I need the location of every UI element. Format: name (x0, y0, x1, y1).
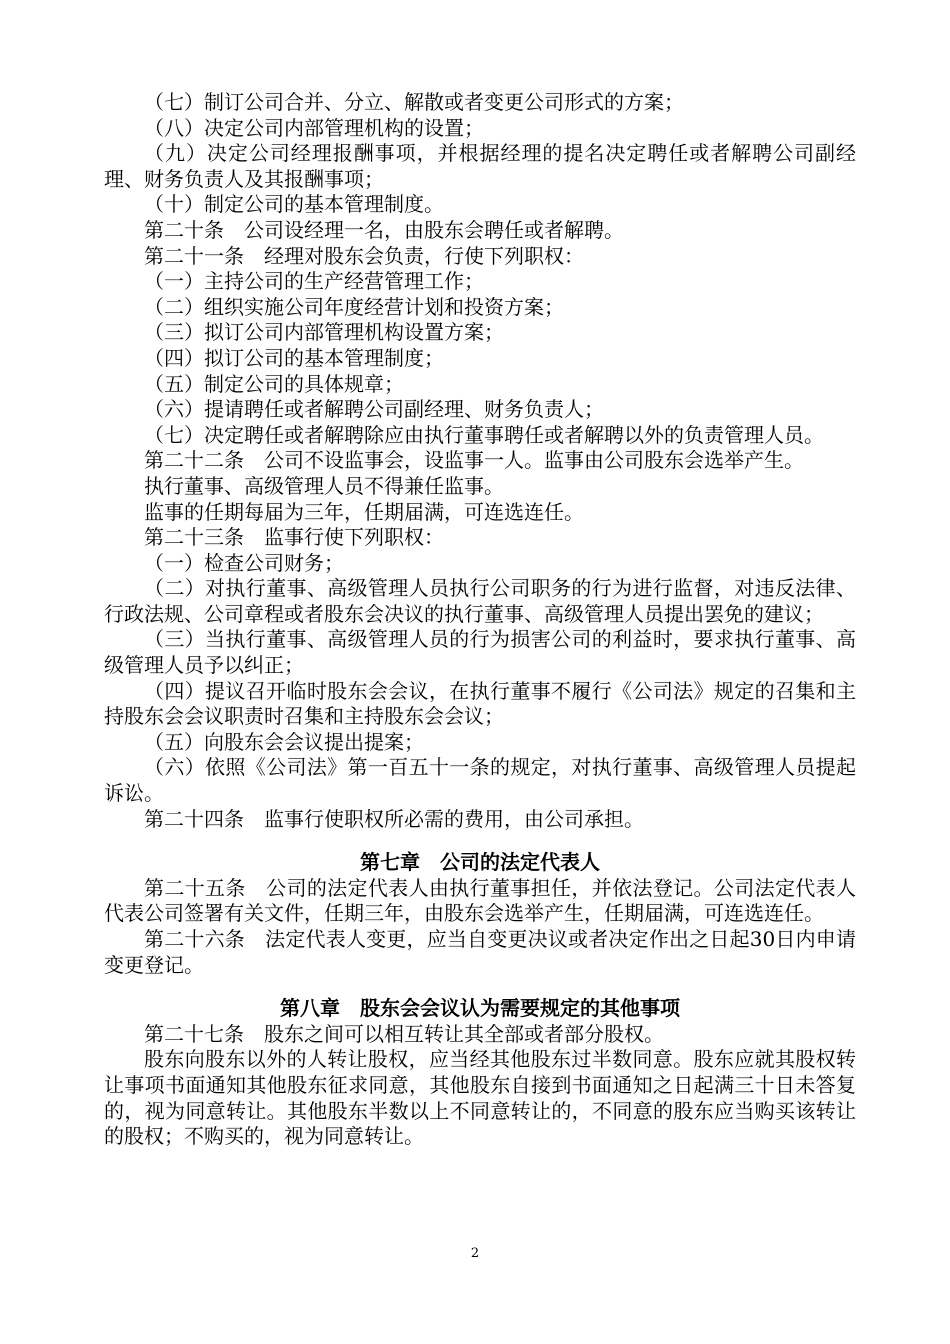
document-body (104, 90, 856, 1150)
paragraph: （七）制订公司合并、分立、解散或者变更公司形式的方案； (144, 90, 684, 114)
paragraph: （九）决定公司经理报酬事项，并根据经理的提名决定聘任或者解聘公司副经理、财务负责人及其报酬事项； (104, 141, 856, 191)
paragraph: 监事的任期每届为三年，任期届满，可连选连任。 (144, 499, 584, 524)
paragraph: （五）制定公司的具体规章； (144, 371, 404, 396)
paragraph: 股东向股东以外的人转让股权，应当经其他股东过半数同意。股东应就其股权转让事项书面通知其他股东征求同意，其他股东自接到书面通知之日起满三十日未答复的，视为同意转让。其他股东半数以上不同意转让的，不同意的股东应当购买该转让的股权；不购买的，视为同意转让。 (104, 1047, 856, 1149)
paragraph: 第二十四条 监事行使职权所必需的费用，由公司承担。 (144, 806, 644, 831)
paragraph: 第二十二条 公司不设监事会，设监事一人。监事由公司股东会选举产生。 (144, 448, 804, 473)
chapter-heading: 第八章 股东会会议认为需要规定的其他事项 (280, 996, 680, 1021)
paragraph: 第二十七条 股东之间可以相互转让其全部或者部分股权。 (144, 1021, 664, 1046)
paragraph: 第二十三条 监事行使下列职权： (144, 525, 444, 550)
paragraph: （四）提议召开临时股东会会议，在执行董事不履行《公司法》规定的召集和主持股东会会议职责时召集和主持股东会会议； (104, 678, 856, 729)
paragraph: （一）主持公司的生产经营管理工作； (144, 269, 484, 294)
paragraph: （二）组织实施公司年度经营计划和投资方案； (144, 294, 564, 319)
paragraph: （七）决定聘任或者解聘除应由执行董事聘任或者解聘以外的负责管理人员。 (144, 422, 824, 447)
paragraph: （四）拟订公司的基本管理制度； (144, 345, 444, 370)
paragraph: （六）提请聘任或者解聘公司副经理、财务负责人； (144, 397, 604, 422)
paragraph: 第二十条 公司设经理一名，由股东会聘任或者解聘。 (144, 217, 624, 242)
paragraph: 第二十五条 公司的法定代表人由执行董事担任，并依法登记。公司法定代表人代表公司签署有关文件，任期三年，由股东会选举产生，任期届满，可连选连任。 (104, 875, 856, 926)
paragraph: （三）当执行董事、高级管理人员的行为损害公司的利益时，要求执行董事、高级管理人员予以纠正； (104, 627, 856, 678)
chapter-heading: 第七章 公司的法定代表人 (360, 850, 600, 875)
paragraph: （三）拟订公司内部管理机构设置方案； (144, 320, 504, 345)
paragraph: 第二十六条 法定代表人变更，应当自变更决议或者决定作出之日起30日内申请变更登记。 (104, 927, 856, 977)
paragraph: （八）决定公司内部管理机构的设置； (144, 115, 484, 140)
paragraph: 执行董事、高级管理人员不得兼任监事。 (144, 473, 504, 498)
paragraph: （五）向股东会会议提出提案； (144, 729, 424, 754)
paragraph: 第二十一条 经理对股东会负责，行使下列职权： (144, 243, 584, 268)
paragraph: （六）依照《公司法》第一百五十一条的规定，对执行董事、高级管理人员提起诉讼。 (104, 755, 856, 806)
paragraph: （二）对执行董事、高级管理人员执行公司职务的行为进行监督，对违反法律、行政法规、公司章程或者股东会决议的执行董事、高级管理人员提出罢免的建议； (104, 576, 856, 626)
page-number: 2 (470, 1246, 480, 1261)
paragraph: （十）制定公司的基本管理制度。 (144, 192, 444, 217)
paragraph: （一）检查公司财务； (144, 550, 344, 575)
